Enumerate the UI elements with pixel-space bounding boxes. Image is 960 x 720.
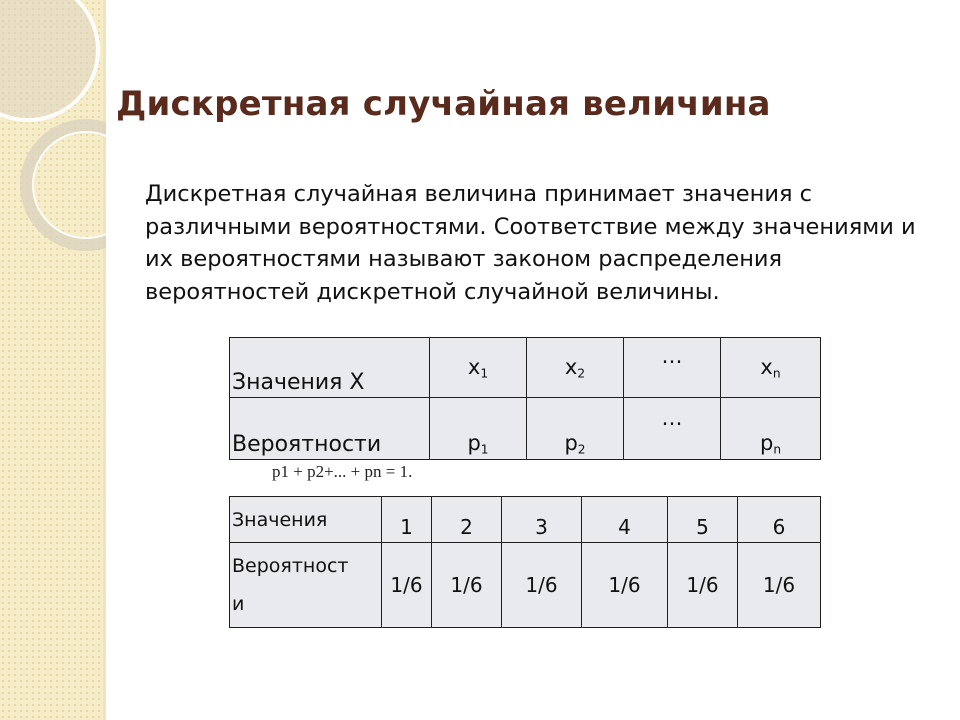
probability-cell: 1/6 — [382, 543, 432, 628]
definition-paragraph: Дискретная случайная величина принимает значения с различными вероятностями. Соответствие между значениями и их вероятностями называют законом распределения вероятностей дискретной случайной величины. — [145, 181, 916, 305]
value-cell: 2 — [432, 497, 502, 543]
distribution-law-table — [229, 337, 821, 460]
probability-cell: $p_n$ — [721, 398, 821, 460]
probability-cell: 1/6 — [668, 543, 738, 628]
value-cell: 6 — [738, 497, 821, 543]
table-row — [230, 497, 821, 543]
decorative-circles — [0, 0, 106, 260]
value-cell: 5 — [668, 497, 738, 543]
value-cell: … — [624, 338, 721, 398]
probability-cell: … — [624, 398, 721, 460]
probability-cell: 1/6 — [738, 543, 821, 628]
probability-cell: 1/6 — [432, 543, 502, 628]
value-cell: $x_1$ — [430, 338, 527, 398]
value-cell: 3 — [502, 497, 582, 543]
probability-sum-formula: p1 + p2+... + pn = 1. — [272, 462, 413, 481]
probability-cell: 1/6 — [582, 543, 668, 628]
value-cell: 1 — [382, 497, 432, 543]
values-row-header: Значения Х — [230, 338, 430, 398]
value-cell: $x_n$ — [721, 338, 821, 398]
slide-title: Дискретная случайная величина — [116, 84, 771, 124]
probability-cell: $p_1$ — [430, 398, 527, 460]
probability-cell: $p_2$ — [527, 398, 624, 460]
value-cell: 4 — [582, 497, 668, 543]
probabilities-row-header: Вероятности — [230, 398, 430, 460]
value-cell: $x_2$ — [527, 338, 624, 398]
probability-cell: 1/6 — [502, 543, 582, 628]
table-row — [230, 338, 821, 398]
table-row — [230, 543, 821, 628]
probabilities-row-header: Вероятност и — [230, 543, 382, 628]
table-row — [230, 398, 821, 460]
values-row-header: Значения — [230, 497, 382, 543]
dice-distribution-table — [229, 496, 821, 628]
